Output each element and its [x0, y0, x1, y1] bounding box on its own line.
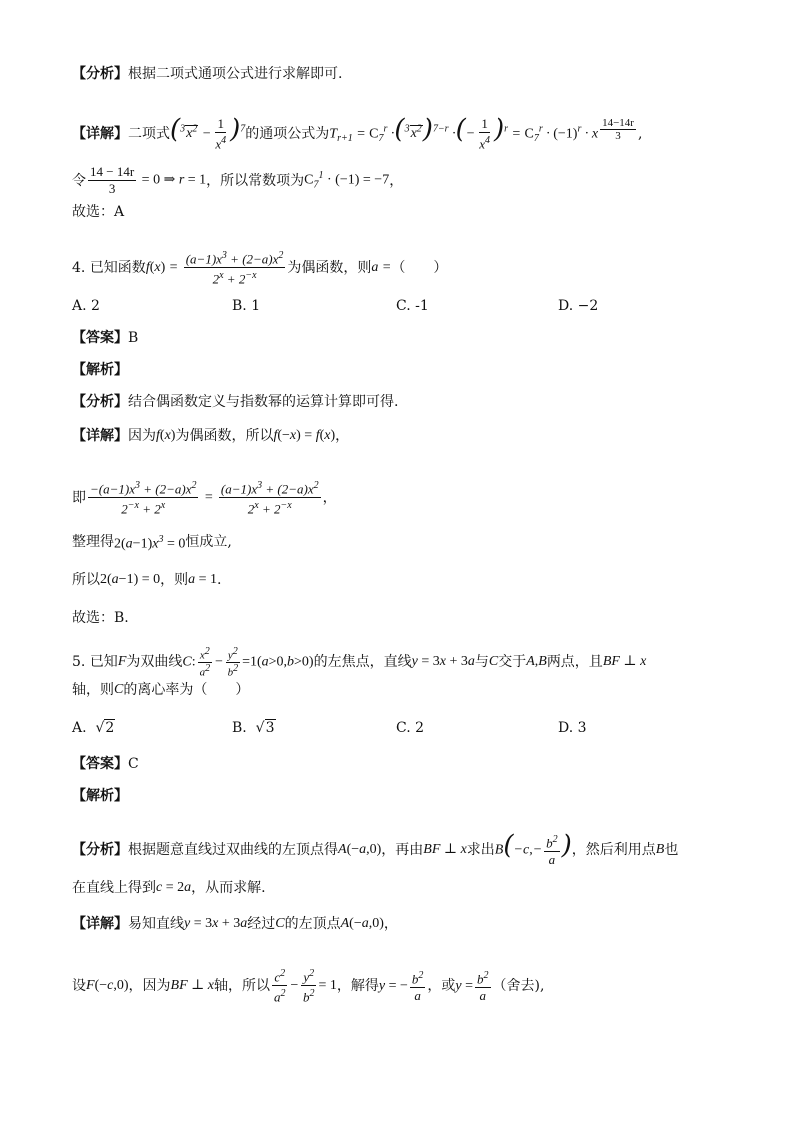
- q5-option-b[interactable]: B. √3: [232, 720, 275, 736]
- q4-detail-2-t1: 即: [72, 489, 86, 506]
- q5-C3: C: [275, 916, 285, 931]
- q4-choice: [72, 608, 734, 628]
- q5-hyperbola-eq: $\frac{c^2}{a^2}$ − $\frac{y^2}{b^2}$ = 1: [274, 968, 337, 1005]
- q5-F: F: [117, 654, 127, 670]
- q5-t5: 交于: [498, 654, 527, 671]
- q4-detail-3-t1: 整理得: [72, 534, 114, 551]
- q4-option-c[interactable]: C. -1: [396, 298, 429, 314]
- q4-answer-label: 【答案】: [72, 330, 128, 346]
- q5-option-a[interactable]: A. √2: [72, 720, 115, 736]
- q5-number: 5.: [72, 654, 86, 671]
- q4-t3: （ ）: [391, 259, 448, 276]
- q5-detail-2: [72, 966, 734, 1006]
- q5-t6: 两点，且: [546, 654, 603, 671]
- q5-AB: A,B: [526, 654, 547, 670]
- q4-eq-a: 2(a−1) = 0: [100, 572, 161, 587]
- q4-simplified: $2(a-1)x^3 = 0$: [114, 534, 186, 552]
- q4-answer-value: B: [128, 330, 139, 346]
- q4-option-a[interactable]: A. 2: [72, 298, 100, 314]
- q4-detail-4-t3: .: [217, 572, 222, 588]
- q5-c-eq: c = 2a: [156, 880, 192, 895]
- q5-t3: 的左焦点，直线: [313, 654, 412, 671]
- analysis-text: 根据二项式通项公式进行求解即可.: [128, 66, 343, 82]
- detail-text-1: 二项式: [128, 126, 170, 143]
- q4-detail-t3: ，: [335, 428, 350, 444]
- q4-detail-2-t2: ，: [322, 489, 337, 506]
- answer-choice-3: [72, 202, 734, 222]
- question-5-line-2: [72, 680, 734, 700]
- q5-detail-t1: 易知直线: [128, 916, 184, 932]
- q5-jiexi-label: 【解析】: [72, 788, 128, 804]
- q5-option-c[interactable]: C. 2: [396, 720, 425, 736]
- q5-detail2-t2: ，因为: [128, 977, 171, 994]
- q5-t2: 为双曲线: [126, 654, 183, 671]
- detail-line-2-t2: ，所以常数项为: [206, 172, 305, 189]
- q4-even-eq: f(−x) = f(x): [273, 428, 336, 443]
- q5-analysis-t2: ，再由: [381, 842, 424, 859]
- q5-C2: C: [114, 682, 124, 697]
- q5-analysis-2: [72, 878, 734, 898]
- q4-option-d[interactable]: D. −2: [558, 298, 599, 314]
- q5-analysis-1: [72, 832, 734, 868]
- q5-point-F: F(−c,0): [86, 977, 129, 993]
- q4-detail-t2: 为偶函数，所以: [175, 428, 274, 444]
- binomial-expression: ($^3x^2$ − $\frac{1}{x^4}$ )$^7$: [170, 114, 246, 152]
- q5-analysis-t1: 根据题意直线过双曲线的左顶点得: [128, 842, 338, 859]
- question-5-line-1: [72, 646, 734, 678]
- q4-analysis-text: 结合偶函数定义与指数幂的运算计算即可得.: [128, 394, 399, 410]
- q4-jiexi-label: 【解析】: [72, 362, 128, 378]
- q5-t8: 的离心率为（ ）: [123, 682, 250, 698]
- q4-equality: $\frac{-(a-1)x^3 + (2-a)x^2}{2^{-x} + 2^x}$ = $\frac{(a-1)x^3 + (2-a)x^2}{2^x + 2^{-x}}$: [90, 480, 319, 517]
- q4-choice-text: 故选：B.: [72, 610, 129, 626]
- q4-option-b[interactable]: B. 1: [232, 298, 261, 314]
- detail-text-3: ,: [637, 126, 643, 143]
- q5-detail2-t1: 设: [72, 977, 86, 994]
- q4-analysis: [72, 392, 734, 412]
- constant-term: $C_7^1 \cdot (-1) = -7$: [304, 169, 390, 191]
- q5-detail2-t6: （舍去),: [492, 977, 545, 994]
- q5-answer-label: 【答案】: [72, 756, 128, 772]
- detail-line-2: [72, 164, 734, 197]
- q5-point-A: A(−a,0): [338, 842, 382, 858]
- q4-a: a =: [371, 259, 392, 275]
- q4-detail-1: [72, 426, 734, 446]
- detail-line-1: [72, 116, 734, 152]
- general-term-formula: $T_{r+1} = C_7^r \cdot(^3x^2)^{7-r}$ ·(− $\frac{1}{x^4}$ )$^r = C_7^r \cdot (-1)^r \cdot x$ $^{\frac{14-14r}{3}}$: [329, 114, 634, 152]
- q5-options: [72, 718, 734, 738]
- q4-number: 4.: [72, 259, 86, 276]
- q5-analysis-t4: ，然后利用点: [571, 842, 656, 859]
- q4-detail-4-t1: 所以: [72, 572, 100, 588]
- q5-analysis-t5: 也: [664, 842, 679, 859]
- q5-detail-t2: 经过: [247, 916, 276, 932]
- q4-function: f(x) = $\frac{(a-1)x^3 + (2-a)x^2}{2^x + 2^{-x}}$: [145, 250, 284, 287]
- q5-detail-label: 【详解】: [72, 916, 128, 932]
- q4-t1: 已知函数: [89, 259, 146, 276]
- q5-point-A2: A(−a,0): [340, 916, 384, 931]
- label-analysis: 【分析】: [72, 66, 128, 82]
- q4-result: a = 1: [188, 572, 218, 587]
- choice-text: 故选：A: [72, 204, 125, 220]
- q5-detail2-t3: 轴，所以: [214, 977, 271, 994]
- detail-line-2-t1: 令: [72, 172, 86, 189]
- q5-analysis-t3: 求出: [466, 842, 495, 859]
- q4-detail-4: [72, 570, 734, 590]
- q5-jiexi: [72, 786, 734, 806]
- q5-analysis2-t2: ，从而求解.: [191, 880, 266, 896]
- q5-y-neg: y = − $\frac{b^2}{a}$: [378, 969, 424, 1003]
- q4-fx: f(x): [156, 428, 176, 443]
- q4-detail-3: [72, 530, 734, 555]
- q4-t2: 为偶函数，则: [287, 259, 372, 276]
- q5-point-B: B(−c,− $\frac{b^2}{a}$ ): [494, 830, 572, 868]
- q4-detail-t1: 因为: [128, 428, 156, 444]
- q5-hyperbola: C: $\frac{x^2}{a^2}$ − $\frac{y^2}{b^2}$ =1(a>0,b>0): [182, 646, 314, 679]
- q4-detail-4-t2: ，则: [160, 572, 189, 588]
- q4-detail-label: 【详解】: [72, 428, 128, 444]
- q5-t7: 轴，则: [72, 682, 114, 698]
- analysis-line-1: [72, 64, 734, 84]
- q4-analysis-label: 【分析】: [72, 394, 128, 410]
- q5-detail-t3: 的左顶点: [284, 916, 341, 932]
- q5-option-d[interactable]: D. 3: [558, 720, 587, 736]
- q5-detail2-t5: ，或: [427, 977, 456, 994]
- q5-B: B: [655, 842, 665, 858]
- detail-text-2: 的通项公式为: [245, 126, 330, 143]
- q5-detail-t4: ，: [383, 916, 398, 932]
- equation-r: $\frac{14 - 14r}{3}$ = 0 ⇒ r = 1: [90, 164, 207, 196]
- q5-answer-value: C: [128, 756, 139, 772]
- q5-detail-1: [72, 914, 734, 934]
- q5-analysis2-t1: 在直线上得到: [72, 880, 156, 896]
- q4-jiexi: [72, 360, 734, 380]
- q5-analysis-label: 【分析】: [72, 842, 128, 859]
- q4-detail-2: [72, 478, 734, 518]
- detail-line-2-t3: ，: [389, 172, 404, 189]
- q5-perp: BF ⊥ x: [602, 654, 647, 670]
- q5-t4: 与: [474, 654, 489, 671]
- q5-detail2-t4: ，解得: [336, 977, 379, 994]
- q5-line-2: y = 3x + 3a: [184, 916, 248, 931]
- q5-line: y = 3x + 3a: [411, 654, 475, 670]
- q5-answer: [72, 754, 734, 774]
- label-detail: 【详解】: [72, 126, 128, 143]
- q5-t1: 已知: [89, 654, 118, 671]
- q4-options: [72, 296, 734, 316]
- q4-answer: [72, 328, 734, 348]
- q5-perp-3: BF ⊥ x: [170, 977, 215, 993]
- q5-y-pos: y = $\frac{b^2}{a}$: [455, 969, 489, 1003]
- q4-detail-3-t2: 恒成立,: [185, 534, 232, 551]
- question-4: [72, 248, 734, 288]
- q5-perp-2: BF ⊥ x: [423, 842, 467, 858]
- q5-C: C: [488, 654, 499, 670]
